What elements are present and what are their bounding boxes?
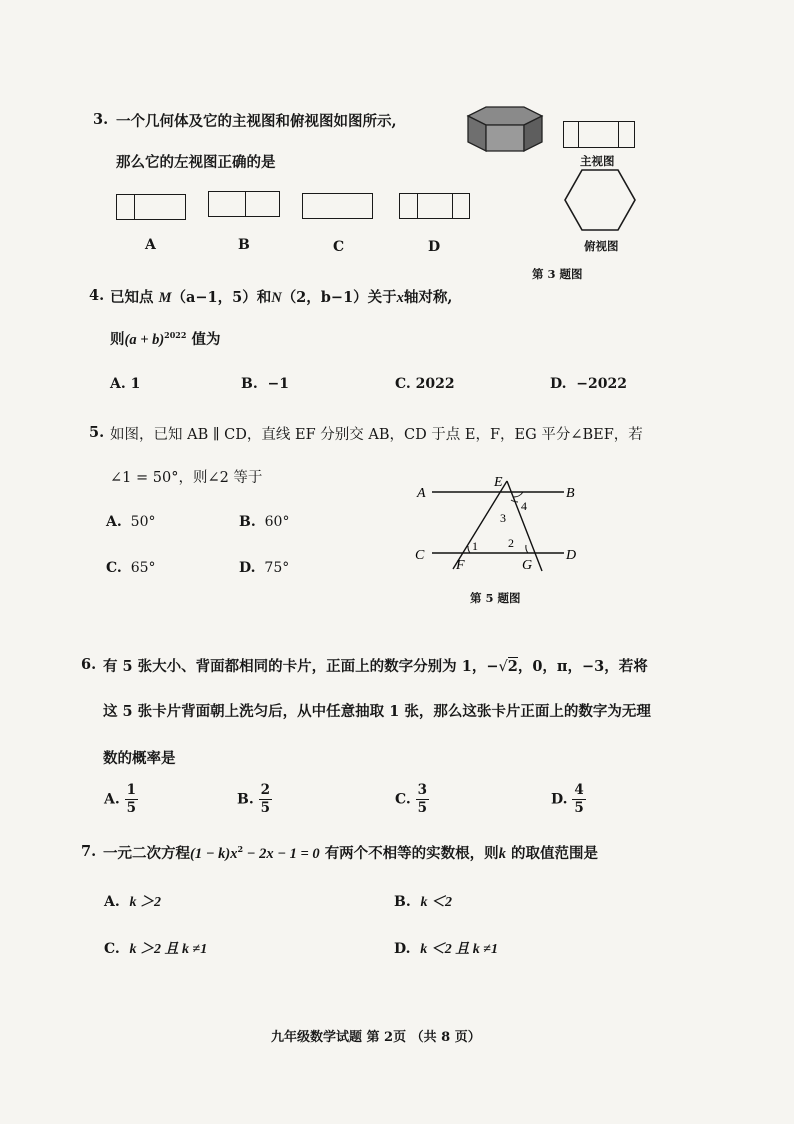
q7-text-line1: 一元二次方程$(1 - k)x^2 - 2x - 1 = 0$ 有两个不相等的实数根，则k 的取值范围是	[103, 844, 598, 862]
q3-option-c-label: C	[333, 239, 345, 255]
fig-angle-1: 1	[472, 539, 478, 553]
q5-option-a: A. 50°	[106, 514, 156, 530]
q4-option-d: D. −2022	[550, 376, 627, 392]
q7-option-c: C. k ＞2 且 k ≠1	[104, 941, 208, 957]
q5-number: 5.	[89, 424, 105, 441]
q6-text-line2: 这 5 张卡片背面朝上洗匀后，从中任意抽取 1 张，那么这张卡片正面上的数字为无理	[103, 703, 651, 720]
fig-label-b: B	[566, 486, 575, 501]
q5-figure-caption: 第 5 题图	[470, 591, 521, 605]
q7-option-a: A. k ＞2	[104, 894, 161, 910]
q6-option-b: B. $\frac{2}{5}$	[237, 782, 270, 816]
q4-text-line1: 已知点 M（a−1，5）和N（2，b−1）关于x轴对称,	[110, 289, 453, 306]
q4-number: 4.	[89, 287, 105, 304]
fig-label-d: D	[566, 548, 577, 563]
q4-option-a: A. 1	[110, 376, 141, 392]
q5-text-line2: ∠1 = 50°，则∠2 等于	[110, 470, 263, 486]
fig-angle-3: 3	[500, 511, 506, 525]
q6-text-line1: 有 5 张大小、背面都相同的卡片，正面上的数字分别为 1，−√2，0，π，−3，若将	[103, 658, 648, 675]
q5-option-d: D. 75°	[239, 560, 290, 576]
main-view-figure	[563, 121, 635, 148]
q3-number: 3.	[93, 111, 109, 128]
fig-label-f: F	[456, 558, 465, 573]
fig-angle-2: 2	[508, 536, 514, 550]
fig-label-c: C	[415, 548, 425, 563]
q7-option-d: D. k ＜2 且 k ≠1	[394, 941, 498, 957]
q3-option-a-label: A	[145, 237, 156, 253]
q3-figure-caption: 第 3 题图	[532, 267, 583, 281]
q3-option-d-figure	[399, 193, 470, 219]
q5-option-b: B. 60°	[239, 514, 290, 530]
q7-option-b: B. k ＜2	[394, 894, 452, 910]
hexagonal-prism-figure	[462, 104, 546, 156]
fig-label-g: G	[522, 558, 533, 573]
fig-label-a: A	[417, 486, 426, 501]
q6-option-a: A. $\frac{1}{5}$	[104, 782, 137, 816]
q3-option-b-figure	[208, 191, 280, 217]
q6-number: 6.	[81, 656, 97, 673]
q4-option-c: C. 2022	[395, 376, 455, 392]
fig-angle-4: 4	[521, 499, 527, 513]
q6-option-d: D. $\frac{4}{5}$	[551, 782, 584, 816]
q5-option-c: C. 65°	[106, 560, 156, 576]
q4-option-b: B. −1	[241, 376, 289, 392]
line-ef	[453, 481, 507, 569]
q3-text-line1: 一个几何体及它的主视图和俯视图如图所示,	[116, 113, 397, 130]
q6-option-c: C. $\frac{3}{5}$	[395, 782, 428, 816]
q5-geometry-figure	[410, 470, 590, 580]
q3-option-b-label: B	[238, 237, 250, 253]
q6-text-line3: 数的概率是	[103, 750, 176, 767]
top-view-label: 俯视图	[584, 239, 619, 253]
page-footer: 九年级数学试题 第 2页 （共 8 页）	[271, 1030, 481, 1045]
q3-option-a-figure	[116, 194, 186, 220]
main-view-label: 主视图	[580, 154, 615, 168]
fig-label-e: E	[494, 475, 503, 490]
top-view-figure	[562, 167, 638, 233]
q4-text-line2: 则$(a + b)^{2022}$ 值为	[110, 330, 221, 348]
q3-option-d-label: D	[428, 239, 441, 255]
q3-option-c-figure	[302, 193, 373, 219]
q7-number: 7.	[81, 843, 97, 860]
q3-text-line2: 那么它的左视图正确的是	[116, 154, 276, 171]
q5-text-line1: 如图，已知 AB ∥ CD，直线 EF 分别交 AB，CD 于点 E，F，EG 平分∠BEF，若	[110, 427, 643, 443]
